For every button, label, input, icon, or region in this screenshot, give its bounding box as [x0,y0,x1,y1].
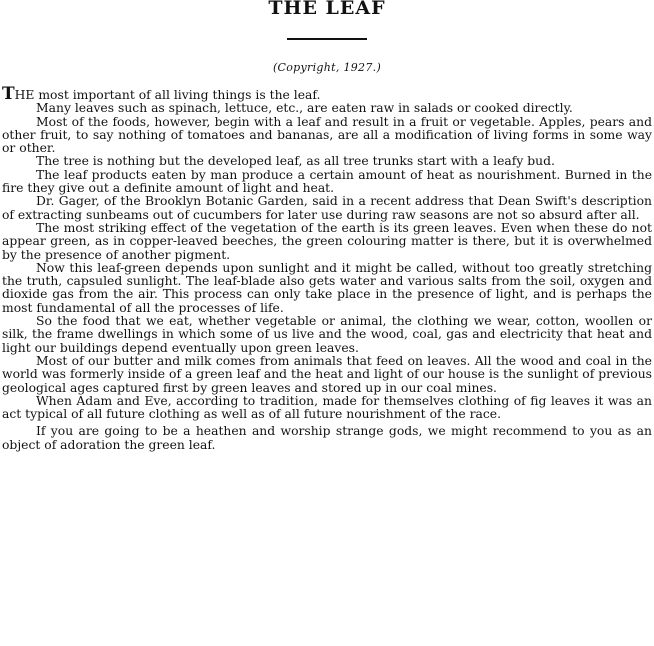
paragraph-7: The most striking effect of the vegetation of the earth is its green leaves. Even when these do not appear green, as in copper-leaved beeches, the green colouring matter is there, but it is overwhelmed by the presence of another pigment. [2,220,652,262]
paragraph-6: Dr. Gager, of the Brooklyn Botanic Garden, said in a recent address that Dean Swift's description of extracting sunbeams out of cucumbers for later use during raw seasons are not so absurd after all. [2,194,652,222]
paragraph-2: Many leaves such as spinach, lettuce, etc., are eaten raw in salads or cooked directly. [36,101,573,116]
article-body [0,84,654,452]
paragraph-4: The tree is nothing but the developed leaf, as all tree trunks start with a leafy bud. [36,154,555,169]
paragraph-1 [2,84,652,104]
paragraph-12: If you are going to be a heathen and worship strange gods, we might recommend to you as an object of adoration the green leaf. [2,424,652,452]
paragraph-9: So the food that we eat, whether vegetable or animal, the clothing we wear, cotton, woollen or silk, the frame dwellings in which some of us live and the wood, coal, gas and electricity that heat and light our buildings depend eventually upon green leaves. [2,314,652,355]
drop-cap: T [2,84,15,104]
title-rule [287,38,367,40]
paragraph-11: When Adam and Eve, according to tradition, made for themselves clothing of fig leaves it was an act typical of all future clothing as well as of all future nourishment of the race. [2,393,652,422]
paragraph-5: The leaf products eaten by man produce a certain amount of heat as nourishment. Burned in the fire they give out a definite amount of light and heat. [2,167,652,196]
paragraph-10: Most of our butter and milk comes from animals that feed on leaves. All the wood and coal in the world was formerly inside of a green leaf and the heat and light of our house is the sunlight of previous geological ages captured first by green leaves and stored up in our coal mines. [2,353,652,395]
headline: THE LEAF [268,0,386,19]
paragraph-8: Now this leaf-green depends upon sunlight and it might be called, without too greatly stretching the truth, capsuled sunlight. The leaf-blade also gets water and various salts from the soil, oxygen and dioxide gas from the air. This process can only take place in the presence of light, and is perhaps the most fundamental of all the processes of life. [2,260,652,315]
paragraph-1-text: HE most important of all living things is the leaf. [14,88,321,102]
paragraph-3: Most of the foods, however, begin with a leaf and result in a fruit or vegetable. Apples, pears and other fruit, to say nothing of tomatoes and bananas, are all a modification of living forms in some way or other. [2,114,652,156]
copyright-line: (Copyright, 1927.) [272,61,382,74]
